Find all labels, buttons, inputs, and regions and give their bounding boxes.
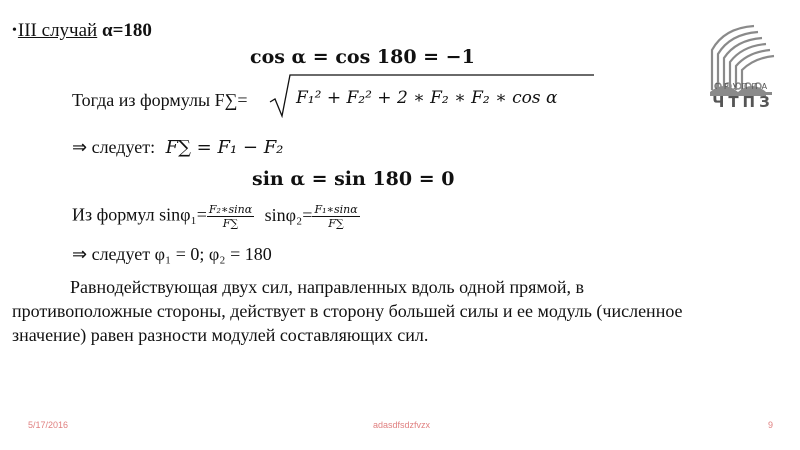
sin-phi1-denominator: F∑ xyxy=(222,217,239,230)
sin-phi1-numerator: F₂∗sinα xyxy=(208,203,253,216)
case-condition: α=180 xyxy=(101,20,152,41)
sin-phi2-numerator: F₁∗sinα xyxy=(314,203,358,216)
implies-phi-line: ⇒ следует φ₁ = 0; φ₂ = 180 xyxy=(72,244,272,264)
sin-phi2-label: sinφ₂= xyxy=(264,204,313,225)
implies-sum-line xyxy=(72,137,283,158)
sum-result: F∑ = F₁ − F₂ xyxy=(165,137,284,158)
sin-phi2-denominator: F∑ xyxy=(328,217,344,230)
sin-equation: sin α = sin 180 = 0 xyxy=(252,168,455,190)
implies-sum-label: ⇒ следует: xyxy=(72,137,156,157)
logo-company-text: ЧТПЗ xyxy=(712,93,774,111)
sin-phi2-fraction xyxy=(312,203,359,230)
case-label: III случай xyxy=(17,20,98,41)
footer-page-number: 9 xyxy=(768,420,774,430)
footer-date: 5/17/2016 xyxy=(28,420,69,430)
sin-phi1-fraction xyxy=(207,203,254,230)
sin-phi-line xyxy=(72,203,360,230)
cos-equation: cos α = cos 180 = −1 xyxy=(250,46,475,68)
sin-phi1-label: sinφ₁= xyxy=(159,204,207,225)
footer-center-text: adasdfsdzfvzx xyxy=(373,420,431,430)
from-formulas-label: Из формул xyxy=(72,204,155,225)
slide-heading xyxy=(12,20,152,42)
logo-group-text: ГРУППА xyxy=(714,82,772,91)
resultant-formula-label: Тогда из формулы F∑= xyxy=(72,90,248,110)
sqrt-expression: F₁² + F₂² + 2 ∗ F₂ ∗ F₂ ∗ cos α xyxy=(296,88,558,108)
conclusion-text: Равнодействующая двух сил, направленных вдоль одной прямой, в противоположные стороны, действует в сторону большей силы и ее модуль (численное значение) равен разности модулей составляющих сил. xyxy=(12,277,683,345)
conclusion-paragraph xyxy=(12,275,712,347)
bullet: • xyxy=(12,23,17,38)
